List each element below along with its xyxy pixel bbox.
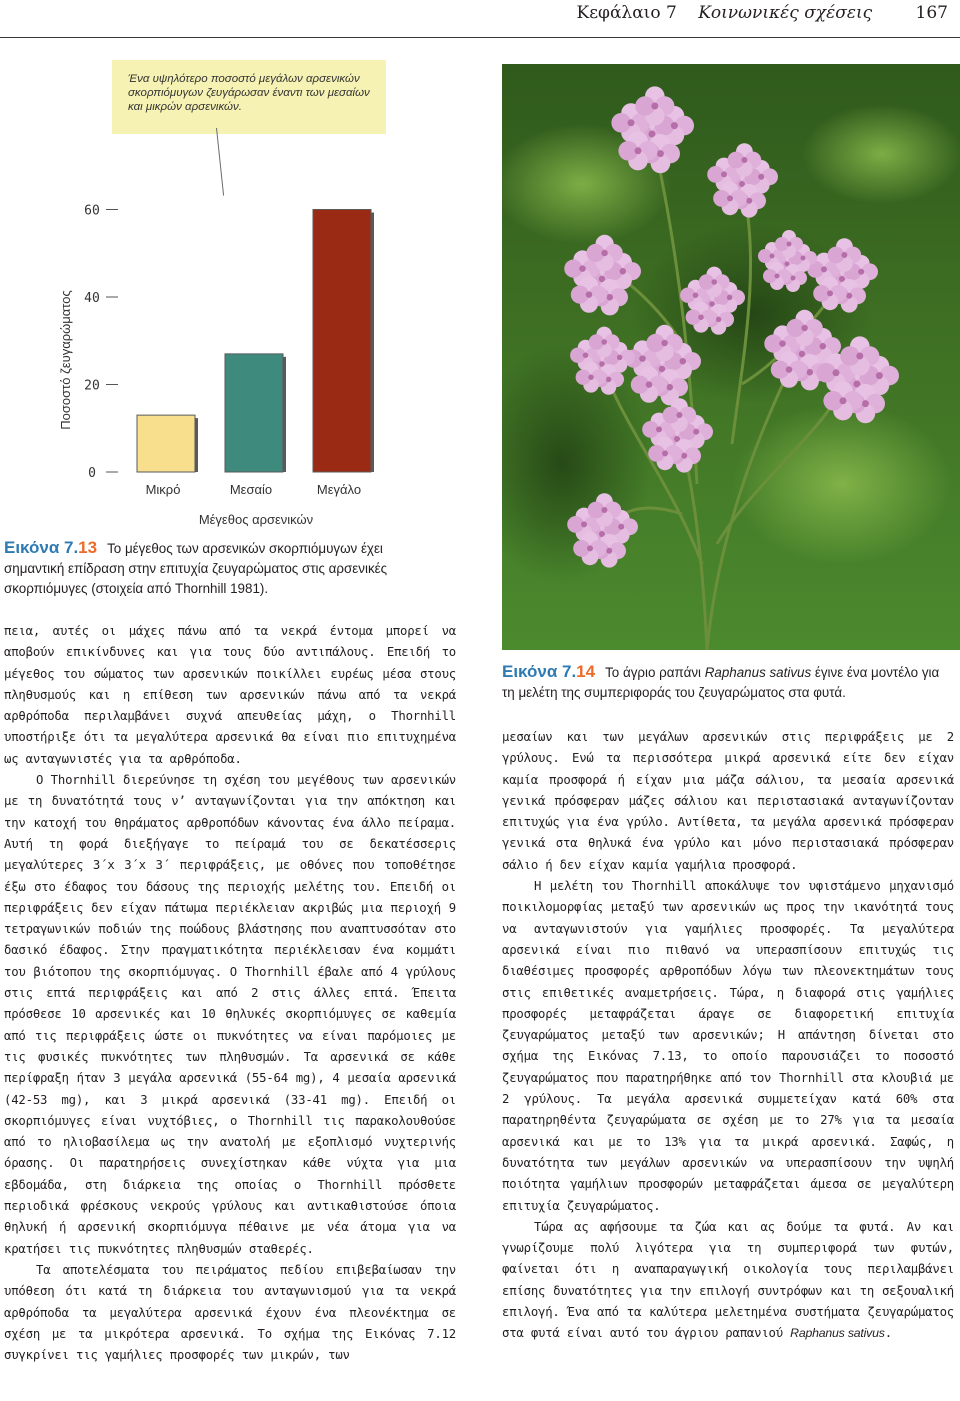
chapter-label: Κεφάλαιο 7 (576, 3, 677, 23)
callout-text: Ένα υψηλότερο ποσοστό μεγάλων αρσενικών σκορπιόμυγων ζευγάρωσαν έναντι των μεσαίων και μικρών αρσενικών. (128, 73, 370, 113)
mating-success-chart (40, 180, 440, 530)
page-number: 167 (915, 3, 948, 23)
raphanus-photo (502, 64, 960, 650)
figure-14-caption: Εικόνα 7.14 Το άγριο ραπάνι Raphanus sativus έγινε ένα μοντέλο για τη μελέτη της συμπεριφοράς του ζευγαρώματος στα φυτά. (502, 662, 940, 700)
y-tick-label: 40 (84, 291, 100, 306)
y-tick-label: 0 (88, 466, 96, 481)
right-para-3: Τώρα ας αφήσουμε τα ζώα και ας δούμε τα φυτά. Αν και γνωρίζουμε πολύ λιγότερα για τη συμπεριφορά των φυτών, φαίνεται ότι η αναπαραγωγική οικολογία τους περιλαμβάνει επίσης δυνατότητες για την επιλογή συντρόφων και τη σεξουαλική επιλογή. Ένα από τα καλύτερα μελετημένα συστήματα ζευγαρώματος στα φυτά είναι αυτό του άγριου ραπανιού Raphanus sativus. (502, 1219, 954, 1341)
right-text-column (502, 727, 954, 1345)
figure-13-caption (4, 538, 444, 599)
category-label: Μεσαίο (229, 482, 273, 497)
y-tick-label: 60 (84, 203, 100, 219)
right-para-1: μεσαίων και των μεγάλων αρσενικών στις περιφράξεις με 2 γρύλους. Ενώ τα περισσότερα μικρά αρσενικά είτε δεν είχαν καμία προσφορά ή είχαν μια μάζα σάλιου, τα μεσαία αρσενικά γενικά πρόσφεραν μάζες σάλιου και περιστασιακά ανταγωνίζονταν επιτυχώς για ένα γρύλο. Αντίθετα, τα μεγάλα αρσενικά πρόσφεραν γενικά στα θηλυκά ένα γρύλο και μόνο περιστασιακά πρόσφεραν σάλιο ή δεν είχαν καμία γαμήλια προσφορά. (502, 730, 954, 872)
header-rule (0, 37, 960, 38)
left-para-1: πεια, αυτές οι μάχες πάνω από τα νεκρά έντομα μπορεί να αποβούν επικίνδυνες και για τους δύο αντιπάλους. Επειδή το μέγεθος του σώματος των αρσενικών ποικίλλει ευρέως μέσα στους πληθυσμούς και η επίθεση των αρσενικών πάνω από τα νεκρά αρθρόποδα περιλαμβάνει συχνά απευθείας μάχη, ο Thornhill υποστήριξε ότι τα μεγαλύτερα αρσενικά θα είναι πιο επιτυχημένα ως ανταγωνιστές για τα αρθρόποδα. (4, 624, 456, 766)
bar-3 (313, 210, 371, 473)
y-axis-label: Ποσοστό ζευγαρώματος (58, 290, 73, 430)
category-label: Μικρό (145, 482, 181, 497)
bar-2 (225, 354, 283, 472)
chart-categories (146, 482, 362, 497)
figure-14-label: Εικόνα 7.14 (502, 662, 596, 681)
category-label: Μεγάλο (316, 482, 362, 497)
left-para-2: Ο Thornhill διερεύνησε τη σχέση του μεγέθους των αρσενικών με τη δυνατότητά τους ν’ ανταγωνίζονται για την απόκτηση και την κατοχή του θηράματος αρθροπόδων κάνοντας ένα άλλο πείραμα. Αυτή τη φορά διεξήγαγε το πείραμά του σε δεκατέσσερις μεγαλύτερες 3΄x 3΄x 3΄ περιφράξεις, με οθόνες που τοποθέτησε έξω στο έδαφος του δάσους της περιοχής μελέτης του. Επειδή οι περιφράξεις δεν είχαν πάτωμα περιέκλειαν ακριβώς μια περιοχή 9 τετραγωνικών ποδιών της ποώδους βλάστησης που αναπτυσσόταν στο δασικό έδαφος. Στην πραγματικότητα περιέκλεισαν ένα κομμάτι του βιότοπου της σκορπιόμυγας. Ο Thornhill έβαλε από 4 γρύλους στις επτά περιφράξεις και από 2 στις άλλες επτά. Έπειτα πρόσθεσε 10 αρσενικές και 10 θηλυκές σκορπιόμυγες σε καθεμία από τις περιφράξεις ώστε οι πυκνότητες να είναι παρόμοιες με τις φυσικές πυκνότητες των πληθυσμών. Τα αρσενικά σε κάθε περίφραξη ήταν 3 μεγάλα αρσενικά (55-64 mg), 4 μεσαία αρσενικά (42-53 mg), και 3 μικρά αρσενικά (33-41 mg). Επειδή οι σκορπιόμυγες είναι νυχτόβιες, ο Thornhill τις παρακολουθούσε από το ηλιοβασίλεμα ως την ανατολή με εξοπλισμό νυχτερινής όρασης. Οι παρατηρήσεις συνεχίστηκαν κάθε νύχτα για μια εβδομάδα, στη διάρκεια της οποίας ο Thornhill πρόσθετε περιοδικά φρέσκους νεκρούς γρύλους και αντικαθιστούσε όποια θηλυκή ή αρσενική σκορπιόμυγα πέθαινε με νέα άτομα για να κρατήσει τις πυκνότητες πληθυσμών σταθερές. (4, 773, 456, 1256)
figure-14-species: Raphanus sativus (704, 665, 812, 680)
chapter-title: Κοινωνικές σχέσεις (698, 3, 873, 23)
chart-callout (112, 60, 386, 134)
chart-y-ticks (84, 204, 118, 482)
running-head (577, 3, 948, 23)
right-para-2: Η μελέτη του Thornhill αποκάλυψε τον υφιστάμενο μηχανισμό ποικιλομορφίας μεταξύ των αρσενικών ως προς την ικανότητά τους να ανταγωνιστούν για γαμήλιες προσφορές. Τα μεγαλύτερα αρσενικά είναι πιο πιθανό να υπερασπίσουν επιτυχώς τις διαθέσιμες προσφορές αρθροπόδων λόγω των πλεονεκτημάτων τους στις επιθετικές αναμετρήσεις. Τώρα, η διαφορά στις γαμήλιες προσφορές μεταφράζεται άραγε σε διαφορετική επιτυχία ζευγαρώματος μεταξύ των αρσενικών; Η απάντηση δίνεται στο σχήμα της Εικόνας 7.13, το οποίο παρουσιάζει το ποσοστό ζευγαρώματος που παρατηρήθηκε από τον Thornhill στα κλουβιά με 2 γρύλους. Τα μεγάλα αρσενικά συμμετείχαν κατά 60% στα παρατηρηθέντα ζευγαρώματα σε σχέση με το 27% για τα μεσαία αρσενικά και με το 13% για τα μικρά αρσενικά. Σαφώς, η δυνατότητα των μεγάλων αρσενικών να υπερασπίσουν την υψηλή ποιότητα γαμήλιων προσφορών μεταφράζεται άμεσα σε μεγαλύτερη επιτυχία ζευγαρώματος. (502, 879, 954, 1213)
chart-bars (137, 210, 374, 473)
bar-1 (137, 415, 195, 472)
figure-13-label: Εικόνα 7.13 (4, 538, 98, 557)
species-name: Raphanus sativus (790, 1326, 885, 1341)
left-para-3: Τα αποτελέσματα του πειράματος πεδίου επιβεβαίωσαν την υπόθεση ότι κατά τη διάρκεια του ανταγωνισμού για τα νεκρά αρθρόποδα τα μεγαλύτερα αρσενικά έχουν ένα πλεονέκτημα σε σχέση με τα μικρότερα αρσενικά. Το σχήμα της Εικόνας 7.12 συγκρίνει τις γαμήλιες προσφορές των μικρών, των (4, 1262, 456, 1363)
x-axis-label: Μέγεθος αρσενικών (198, 512, 314, 527)
y-tick-label: 20 (84, 378, 100, 394)
left-text-column (4, 621, 456, 1366)
figure-13-text: Το μέγεθος των αρσενικών σκορπιόμυγων έχει σημαντική επίδραση στην επιτυχία ζευγαρώματος στις αρσενικές σκορπιόμυγες (στοιχεία από Thornhill 1981). (4, 541, 388, 596)
